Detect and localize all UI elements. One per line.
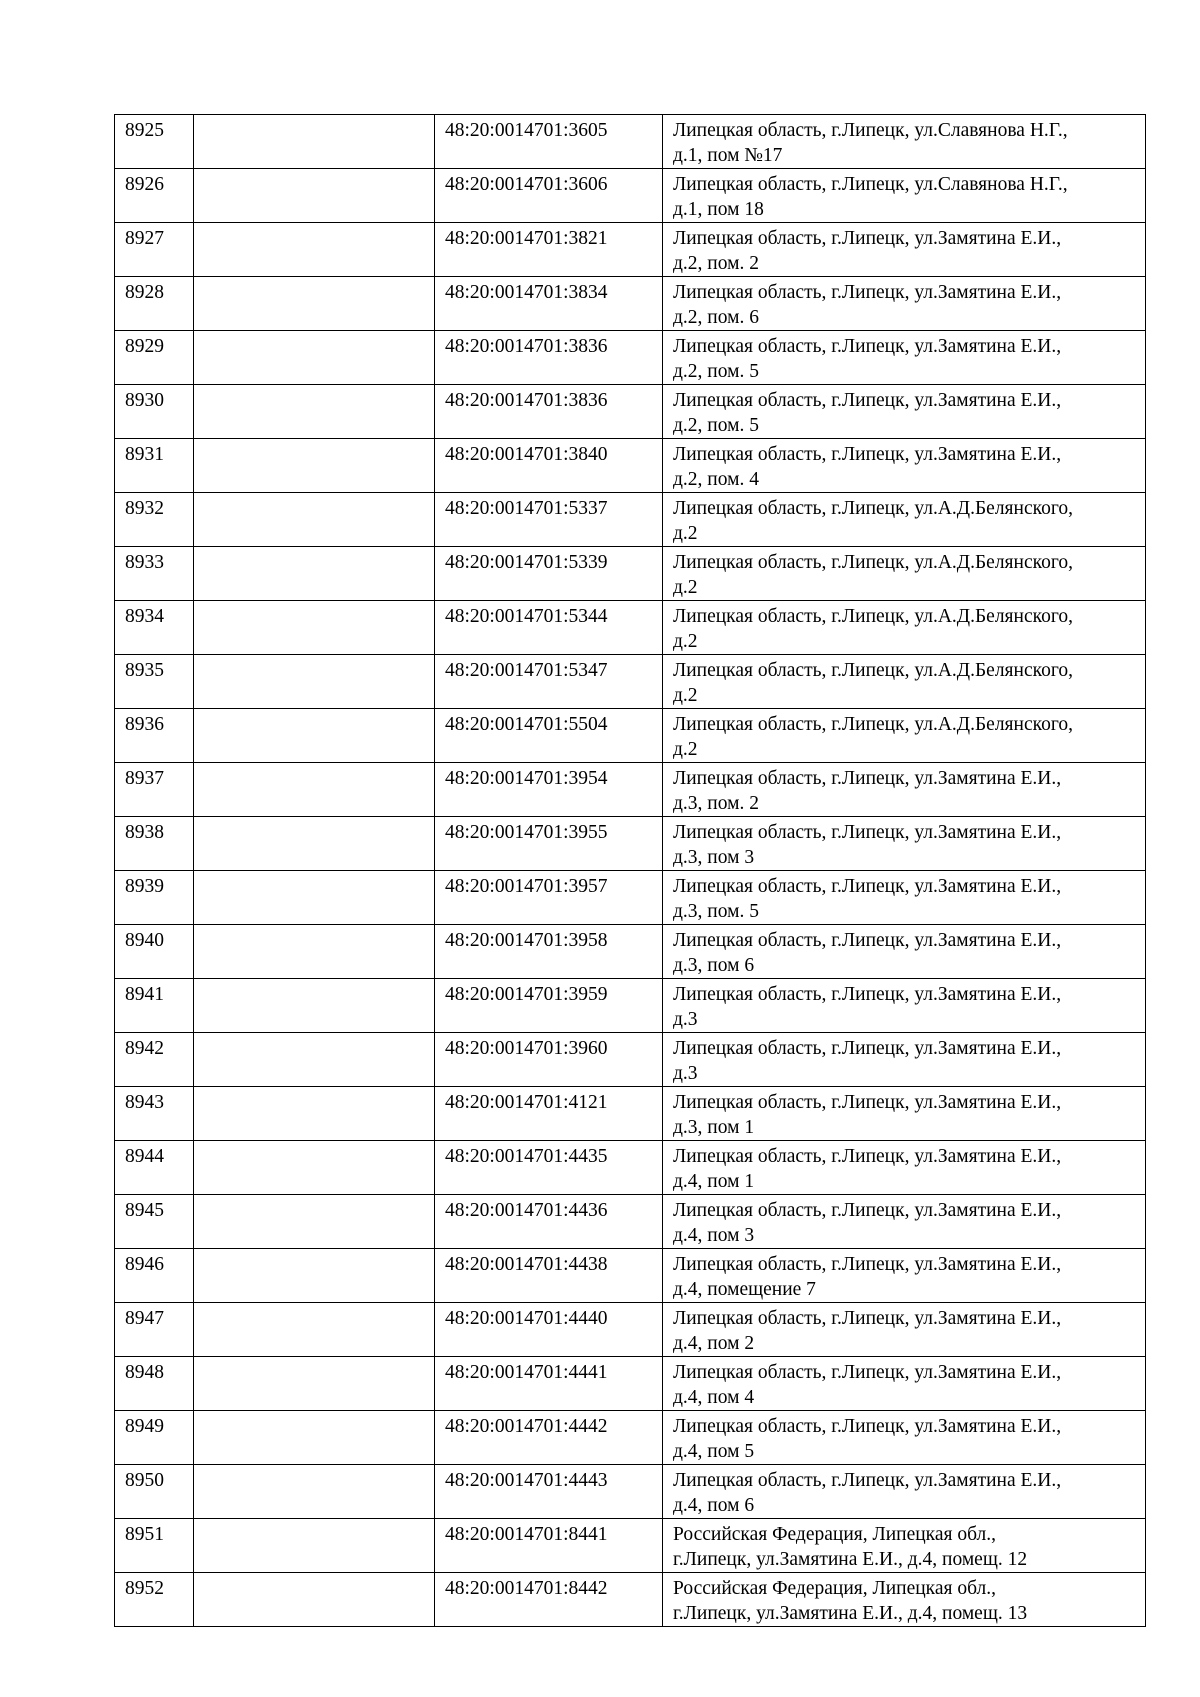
object-name-cell — [194, 925, 435, 979]
address-line: Российская Федерация, Липецкая обл., — [673, 1578, 997, 1599]
object-name-cell — [194, 439, 435, 493]
row-number-cell: 8946 — [115, 1249, 194, 1303]
row-number-cell: 8941 — [115, 979, 194, 1033]
address-line: д.4, пом 1 — [673, 1171, 755, 1192]
cadastral-number-cell: 48:20:0014701:4121 — [435, 1087, 663, 1141]
address-line: д.2 — [673, 631, 698, 652]
address-cell — [663, 1141, 1146, 1195]
object-name-cell — [194, 871, 435, 925]
address-cell — [663, 1249, 1146, 1303]
object-name-cell — [194, 1357, 435, 1411]
row-number-cell: 8945 — [115, 1195, 194, 1249]
table-row — [115, 1087, 1146, 1141]
address-line: г.Липецк, ул.Замятина Е.И., д.4, помещ. 13 — [673, 1603, 1028, 1624]
property-registry-table — [114, 114, 1146, 1627]
address-cell — [663, 1519, 1146, 1573]
row-number-cell: 8938 — [115, 817, 194, 871]
address-cell — [663, 493, 1146, 547]
address-line: д.4, пом 5 — [673, 1441, 755, 1462]
address-line: Российская Федерация, Липецкая обл., — [673, 1524, 997, 1545]
address-line: д.2, пом. 6 — [673, 307, 759, 328]
table-row — [115, 385, 1146, 439]
address-cell — [663, 1465, 1146, 1519]
address-line: Липецкая область, г.Липецк, ул.Замятина Е.И., — [673, 390, 1062, 411]
row-number-cell: 8933 — [115, 547, 194, 601]
row-number-cell: 8935 — [115, 655, 194, 709]
cadastral-number-cell: 48:20:0014701:4442 — [435, 1411, 663, 1465]
row-number-cell: 8926 — [115, 169, 194, 223]
object-name-cell — [194, 1303, 435, 1357]
address-line: Липецкая область, г.Липецк, ул.Замятина Е.И., — [673, 1038, 1062, 1059]
address-line: Липецкая область, г.Липецк, ул.А.Д.Белянского, — [673, 660, 1073, 681]
cadastral-number-cell: 48:20:0014701:3959 — [435, 979, 663, 1033]
table-row — [115, 1411, 1146, 1465]
object-name-cell — [194, 1141, 435, 1195]
address-cell — [663, 439, 1146, 493]
table-row — [115, 1249, 1146, 1303]
row-number-cell: 8931 — [115, 439, 194, 493]
cadastral-number-cell: 48:20:0014701:8441 — [435, 1519, 663, 1573]
cadastral-number-cell: 48:20:0014701:4440 — [435, 1303, 663, 1357]
row-number-cell: 8940 — [115, 925, 194, 979]
cadastral-number-cell: 48:20:0014701:5337 — [435, 493, 663, 547]
address-line: Липецкая область, г.Липецк, ул.Замятина Е.И., — [673, 1146, 1062, 1167]
address-line: Липецкая область, г.Липецк, ул.Замятина Е.И., — [673, 1362, 1062, 1383]
address-line: д.4, пом 6 — [673, 1495, 755, 1516]
table-row — [115, 331, 1146, 385]
address-line: д.3 — [673, 1009, 698, 1030]
address-cell — [663, 277, 1146, 331]
cadastral-number-cell: 48:20:0014701:3955 — [435, 817, 663, 871]
object-name-cell — [194, 1573, 435, 1627]
row-number-cell: 8942 — [115, 1033, 194, 1087]
table-row — [115, 979, 1146, 1033]
address-line: Липецкая область, г.Липецк, ул.Замятина Е.И., — [673, 1470, 1062, 1491]
table-row — [115, 277, 1146, 331]
cadastral-number-cell: 48:20:0014701:3834 — [435, 277, 663, 331]
address-line: Липецкая область, г.Липецк, ул.Замятина Е.И., — [673, 768, 1062, 789]
table-row — [115, 925, 1146, 979]
address-line: д.2 — [673, 523, 698, 544]
table-row — [115, 601, 1146, 655]
cadastral-number-cell: 48:20:0014701:5504 — [435, 709, 663, 763]
table-row — [115, 1519, 1146, 1573]
object-name-cell — [194, 1411, 435, 1465]
row-number-cell: 8947 — [115, 1303, 194, 1357]
object-name-cell — [194, 385, 435, 439]
address-line: Липецкая область, г.Липецк, ул.Замятина Е.И., — [673, 444, 1062, 465]
address-line: Липецкая область, г.Липецк, ул.А.Д.Белянского, — [673, 498, 1073, 519]
address-line: д.3, пом. 2 — [673, 793, 759, 814]
cadastral-number-cell: 48:20:0014701:3836 — [435, 331, 663, 385]
row-number-cell: 8934 — [115, 601, 194, 655]
cadastral-number-cell: 48:20:0014701:3960 — [435, 1033, 663, 1087]
address-cell — [663, 925, 1146, 979]
row-number-cell: 8929 — [115, 331, 194, 385]
object-name-cell — [194, 547, 435, 601]
table-row — [115, 1357, 1146, 1411]
object-name-cell — [194, 1465, 435, 1519]
object-name-cell — [194, 223, 435, 277]
address-cell — [663, 601, 1146, 655]
cadastral-number-cell: 48:20:0014701:4435 — [435, 1141, 663, 1195]
table-row — [115, 493, 1146, 547]
row-number-cell: 8936 — [115, 709, 194, 763]
table-row — [115, 547, 1146, 601]
table-row — [115, 709, 1146, 763]
address-line: д.2, пом. 5 — [673, 415, 759, 436]
address-line: д.4, пом 2 — [673, 1333, 755, 1354]
row-number-cell: 8943 — [115, 1087, 194, 1141]
row-number-cell: 8927 — [115, 223, 194, 277]
address-cell — [663, 1303, 1146, 1357]
table-row — [115, 763, 1146, 817]
address-line: Липецкая область, г.Липецк, ул.А.Д.Белянского, — [673, 714, 1073, 735]
address-line: д.2, пом. 4 — [673, 469, 759, 490]
address-line: Липецкая область, г.Липецк, ул.Славянова Н.Г., — [673, 120, 1068, 141]
row-number-cell: 8948 — [115, 1357, 194, 1411]
row-number-cell: 8952 — [115, 1573, 194, 1627]
address-line: д.3, пом. 5 — [673, 901, 759, 922]
table-row — [115, 871, 1146, 925]
address-cell — [663, 223, 1146, 277]
address-line: Липецкая область, г.Липецк, ул.Славянова Н.Г., — [673, 174, 1068, 195]
address-line: д.4, пом 3 — [673, 1225, 755, 1246]
cadastral-number-cell: 48:20:0014701:3958 — [435, 925, 663, 979]
address-cell — [663, 655, 1146, 709]
address-cell — [663, 1411, 1146, 1465]
object-name-cell — [194, 1519, 435, 1573]
row-number-cell: 8932 — [115, 493, 194, 547]
object-name-cell — [194, 1195, 435, 1249]
address-line: г.Липецк, ул.Замятина Е.И., д.4, помещ. 12 — [673, 1549, 1028, 1570]
cadastral-number-cell: 48:20:0014701:3954 — [435, 763, 663, 817]
address-cell — [663, 169, 1146, 223]
address-line: Липецкая область, г.Липецк, ул.Замятина Е.И., — [673, 1416, 1062, 1437]
address-cell — [663, 115, 1146, 169]
address-line: Липецкая область, г.Липецк, ул.Замятина Е.И., — [673, 876, 1062, 897]
address-line: Липецкая область, г.Липецк, ул.Замятина Е.И., — [673, 1200, 1062, 1221]
row-number-cell: 8950 — [115, 1465, 194, 1519]
address-line: д.4, помещение 7 — [673, 1279, 816, 1300]
table-row — [115, 169, 1146, 223]
table-row — [115, 817, 1146, 871]
row-number-cell: 8928 — [115, 277, 194, 331]
table-row — [115, 1465, 1146, 1519]
cadastral-number-cell: 48:20:0014701:3836 — [435, 385, 663, 439]
object-name-cell — [194, 763, 435, 817]
address-cell — [663, 547, 1146, 601]
address-line: Липецкая область, г.Липецк, ул.Замятина Е.И., — [673, 282, 1062, 303]
object-name-cell — [194, 277, 435, 331]
object-name-cell — [194, 817, 435, 871]
address-line: д.2 — [673, 577, 698, 598]
object-name-cell — [194, 655, 435, 709]
address-line: Липецкая область, г.Липецк, ул.Замятина Е.И., — [673, 1092, 1062, 1113]
address-cell — [663, 1357, 1146, 1411]
cadastral-number-cell: 48:20:0014701:3606 — [435, 169, 663, 223]
address-line: д.3, пом 1 — [673, 1117, 755, 1138]
cadastral-number-cell: 48:20:0014701:3840 — [435, 439, 663, 493]
cadastral-number-cell: 48:20:0014701:3605 — [435, 115, 663, 169]
address-line: Липецкая область, г.Липецк, ул.Замятина Е.И., — [673, 822, 1062, 843]
address-cell — [663, 817, 1146, 871]
address-line: Липецкая область, г.Липецк, ул.А.Д.Белянского, — [673, 606, 1073, 627]
address-line: Липецкая область, г.Липецк, ул.Замятина Е.И., — [673, 984, 1062, 1005]
table-row — [115, 223, 1146, 277]
row-number-cell: 8939 — [115, 871, 194, 925]
address-cell — [663, 1195, 1146, 1249]
address-line: д.2, пом. 5 — [673, 361, 759, 382]
row-number-cell: 8951 — [115, 1519, 194, 1573]
object-name-cell — [194, 1249, 435, 1303]
address-line: д.2 — [673, 739, 698, 760]
row-number-cell: 8937 — [115, 763, 194, 817]
address-line: д.1, пом №17 — [673, 145, 783, 166]
address-line: Липецкая область, г.Липецк, ул.Замятина Е.И., — [673, 1254, 1062, 1275]
cadastral-number-cell: 48:20:0014701:8442 — [435, 1573, 663, 1627]
address-cell — [663, 709, 1146, 763]
table-row — [115, 1033, 1146, 1087]
address-line: Липецкая область, г.Липецк, ул.Замятина Е.И., — [673, 1308, 1062, 1329]
object-name-cell — [194, 1087, 435, 1141]
address-cell — [663, 331, 1146, 385]
object-name-cell — [194, 169, 435, 223]
table-row — [115, 1573, 1146, 1627]
address-line: д.2 — [673, 685, 698, 706]
address-cell — [663, 385, 1146, 439]
table-row — [115, 1195, 1146, 1249]
address-line: д.3, пом 6 — [673, 955, 755, 976]
cadastral-number-cell: 48:20:0014701:3821 — [435, 223, 663, 277]
cadastral-number-cell: 48:20:0014701:4443 — [435, 1465, 663, 1519]
address-cell — [663, 763, 1146, 817]
object-name-cell — [194, 979, 435, 1033]
table-row — [115, 1303, 1146, 1357]
address-line: д.2, пом. 2 — [673, 253, 759, 274]
address-cell — [663, 871, 1146, 925]
address-line: д.3 — [673, 1063, 698, 1084]
address-line: Липецкая область, г.Липецк, ул.Замятина Е.И., — [673, 930, 1062, 951]
table-row — [115, 115, 1146, 169]
cadastral-number-cell: 48:20:0014701:5344 — [435, 601, 663, 655]
address-line: Липецкая область, г.Липецк, ул.А.Д.Белянского, — [673, 552, 1073, 573]
object-name-cell — [194, 493, 435, 547]
cadastral-number-cell: 48:20:0014701:3957 — [435, 871, 663, 925]
registry-table-body — [115, 115, 1146, 1627]
object-name-cell — [194, 115, 435, 169]
cadastral-number-cell: 48:20:0014701:5339 — [435, 547, 663, 601]
row-number-cell: 8949 — [115, 1411, 194, 1465]
table-row — [115, 1141, 1146, 1195]
row-number-cell: 8944 — [115, 1141, 194, 1195]
address-line: д.1, пом 18 — [673, 199, 764, 220]
address-line: Липецкая область, г.Липецк, ул.Замятина Е.И., — [673, 336, 1062, 357]
cadastral-number-cell: 48:20:0014701:4441 — [435, 1357, 663, 1411]
address-line: д.3, пом 3 — [673, 847, 755, 868]
row-number-cell: 8930 — [115, 385, 194, 439]
object-name-cell — [194, 601, 435, 655]
table-row — [115, 655, 1146, 709]
address-cell — [663, 1087, 1146, 1141]
object-name-cell — [194, 709, 435, 763]
cadastral-number-cell: 48:20:0014701:5347 — [435, 655, 663, 709]
table-row — [115, 439, 1146, 493]
cadastral-number-cell: 48:20:0014701:4438 — [435, 1249, 663, 1303]
row-number-cell: 8925 — [115, 115, 194, 169]
address-cell — [663, 1573, 1146, 1627]
address-cell — [663, 979, 1146, 1033]
address-line: д.4, пом 4 — [673, 1387, 755, 1408]
address-cell — [663, 1033, 1146, 1087]
object-name-cell — [194, 1033, 435, 1087]
object-name-cell — [194, 331, 435, 385]
address-line: Липецкая область, г.Липецк, ул.Замятина Е.И., — [673, 228, 1062, 249]
cadastral-number-cell: 48:20:0014701:4436 — [435, 1195, 663, 1249]
